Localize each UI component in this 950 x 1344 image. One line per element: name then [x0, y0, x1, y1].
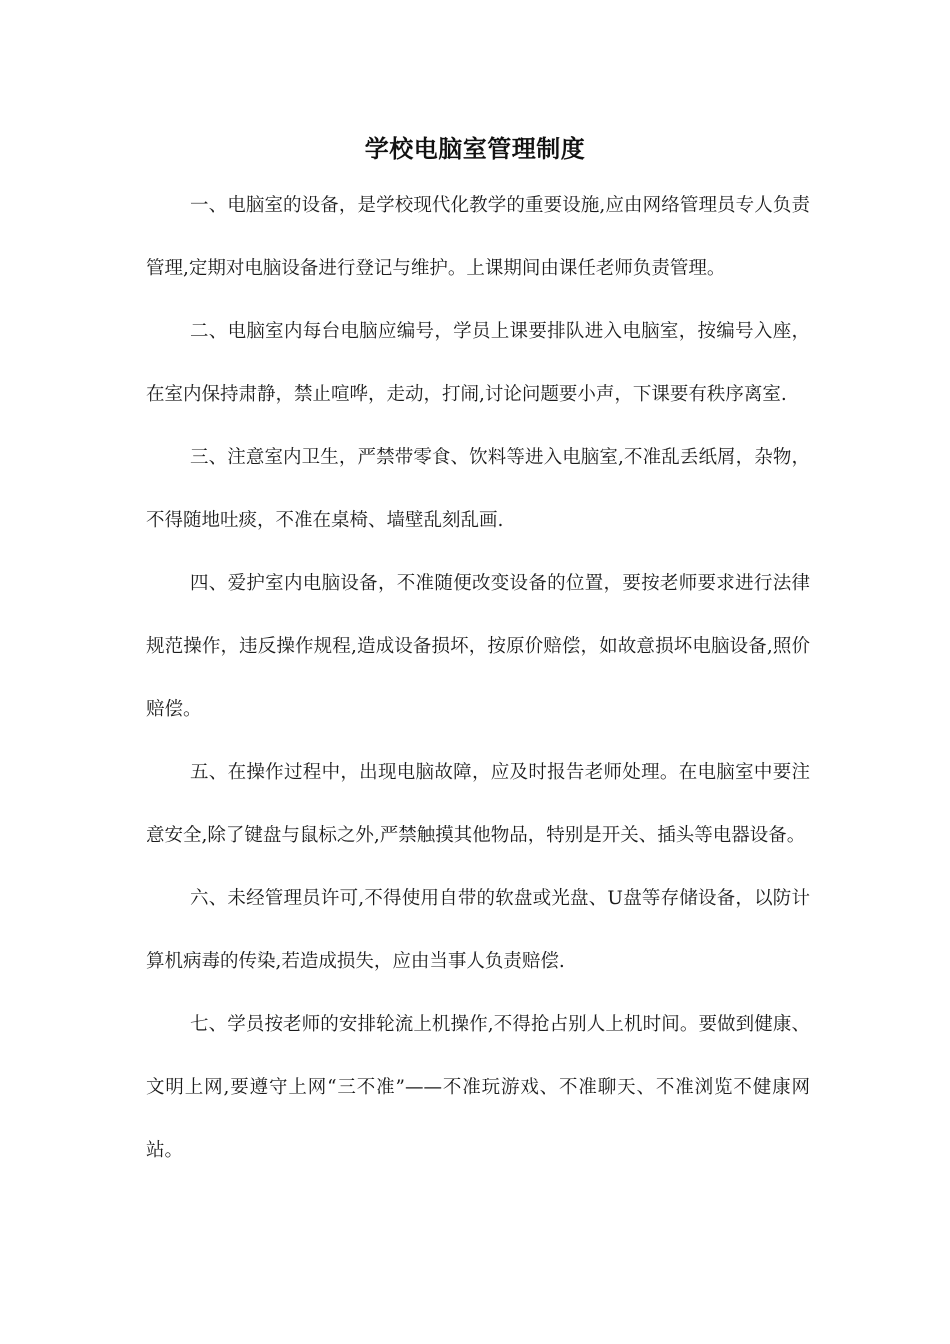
rule-paragraph-1: 一、电脑室的设备，是学校现代化教学的重要设施,应由网络管理员专人负责管理,定期对电脑设备进行登记与维护。上课期间由课任老师负责管理。: [146, 195, 810, 279]
document-title: 学校电脑室管理制度: [364, 135, 586, 163]
rule-paragraph-7: 七、学员按老师的安排轮流上机操作,不得抢占别人上机时间。要做到健康、文明上网,要遵守上网“三不准”——不准玩游戏、不准聊天、不准浏览不健康网站。: [146, 1014, 810, 1161]
document-body: [146, 174, 810, 1182]
rule-paragraph-3: 三、注意室内卫生，严禁带零食、饮料等进入电脑室,不准乱丢纸屑，杂物，不得随地吐痰，不准在桌椅、墙壁乱刻乱画.: [146, 447, 810, 531]
rule-paragraph-4: 四、爱护室内电脑设备，不准随便改变设备的位置，要按老师要求进行法律规范操作，违反操作规程,造成设备损坏，按原价赔偿，如故意损坏电脑设备,照价赔偿。: [146, 573, 810, 720]
rule-paragraph-6: 六、未经管理员许可,不得使用自带的软盘或光盘、U盘等存储设备，以防计算机病毒的传染,若造成损失，应由当事人负责赔偿.: [146, 888, 810, 972]
rule-paragraph-5: 五、在操作过程中，出现电脑故障，应及时报告老师处理。在电脑室中要注意安全,除了键盘与鼠标之外,严禁触摸其他物品，特别是开关、插头等电器设备。: [146, 762, 810, 846]
rule-paragraph-2: 二、电脑室内每台电脑应编号，学员上课要排队进入电脑室，按编号入座，在室内保持肃静，禁止喧哗，走动，打闹,讨论问题要小声，下课要有秩序离室.: [146, 321, 810, 405]
